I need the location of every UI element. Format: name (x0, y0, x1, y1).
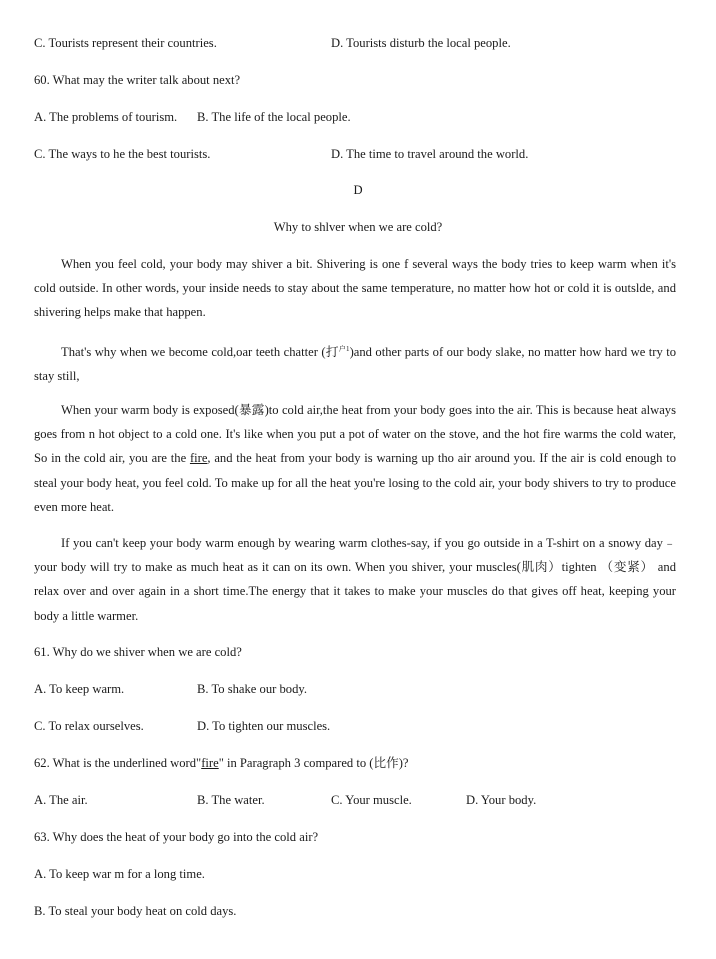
q62-question-end: " in Paragraph 3 compared to (比作)? (218, 756, 409, 770)
section-letter: D (353, 183, 363, 197)
q61-option-c: C. To relax ourselves. (34, 719, 144, 733)
q60-option-d: D. The time to travel around the world. (331, 147, 529, 161)
q60-option-c: C. The ways to he the best tourists. (34, 147, 211, 161)
underlined-word-fire: fire (189, 451, 208, 466)
q60-option-b: B. The life of the local people. (197, 110, 351, 124)
q60-question: 60. What may the writer talk about next? (34, 73, 241, 87)
q61-question: 61. Why do we shiver when we are cold? (34, 645, 242, 659)
q62-question-start: 62. What is the underlined word" (34, 756, 202, 770)
q62-question (34, 755, 408, 771)
paragraph-1-text: When you feel cold, your body may shiver a bit. Shivering is one f several ways the body tries to keep warm when it's cold outside. In other words, your inside needs to stay about the same temperature, no matter how hot or cold it is outslde, and shivering helps make that happen. (34, 257, 676, 320)
q59-option-d: D. Tourists disturb the local people. (331, 36, 511, 50)
paragraph-2-text-start: That's why when we become cold,oar teeth chatter (打 (61, 345, 339, 360)
q62-option-b: B. The water. (197, 793, 265, 807)
q61-option-a: A. To keep warm. (34, 682, 125, 696)
q62-option-d: D. Your body. (466, 793, 537, 807)
paragraph-3-text-start: When your warm body is exposed(暴露)to cold air,the heat from your body goes into the air. This is because heat always goes from n hot object to a cold one. It's like when you put a pot of water on the stove, and the hot fire warms the cold water, So in the cold air, you are the (34, 403, 676, 466)
paragraph-2-superscript: 户1 (338, 345, 350, 353)
paragraph-4 (34, 531, 676, 628)
q59-option-c: C. Tourists represent their countries. (34, 36, 217, 50)
q60-option-a: A. The problems of tourism. (34, 110, 178, 124)
q62-option-c: C. Your muscle. (331, 793, 412, 807)
q61-option-b: B. To shake our body. (197, 682, 308, 696)
q63-question: 63. Why does the heat of your body go into the cold air? (34, 830, 319, 844)
q62-option-a: A. The air. (34, 793, 88, 807)
paragraph-2-text-end: )and other parts of our body slake, no matter how hard we try to stay still, (34, 345, 676, 384)
paragraph-3 (34, 398, 676, 519)
q63-option-a: A. To keep war m for a long time. (34, 867, 205, 881)
passage-title: Why to shlver when we are cold? (273, 220, 443, 234)
paragraph-2 (34, 337, 676, 389)
paragraph-4-text: If you can't keep your body warm enough by wearing warm clothes-say, if you go outside in a T-shirt on a snowy day﹣your body will try to make as much heat as it can on its own. When you shiver, your muscles(肌肉）tighten （变紧） and relax over and over again in a short time.The energy that it takes to make your muscles do that gives off heat, keeping your body a little warmer. (34, 536, 676, 623)
paragraph-3-text-end: , and the heat from your body is warning up tho air around you. If the air is cold enough to steal your body heat, you feel cold. To make up for all the heat you're losing to the cold air, your body shivers to try to produce even more heat. (34, 451, 676, 514)
q63-option-b: B. To steal your body heat on cold days. (34, 904, 237, 918)
paragraph-1 (34, 252, 676, 325)
q61-option-d: D. To tighten our muscles. (197, 719, 331, 733)
q62-underlined-fire: fire (201, 756, 219, 770)
